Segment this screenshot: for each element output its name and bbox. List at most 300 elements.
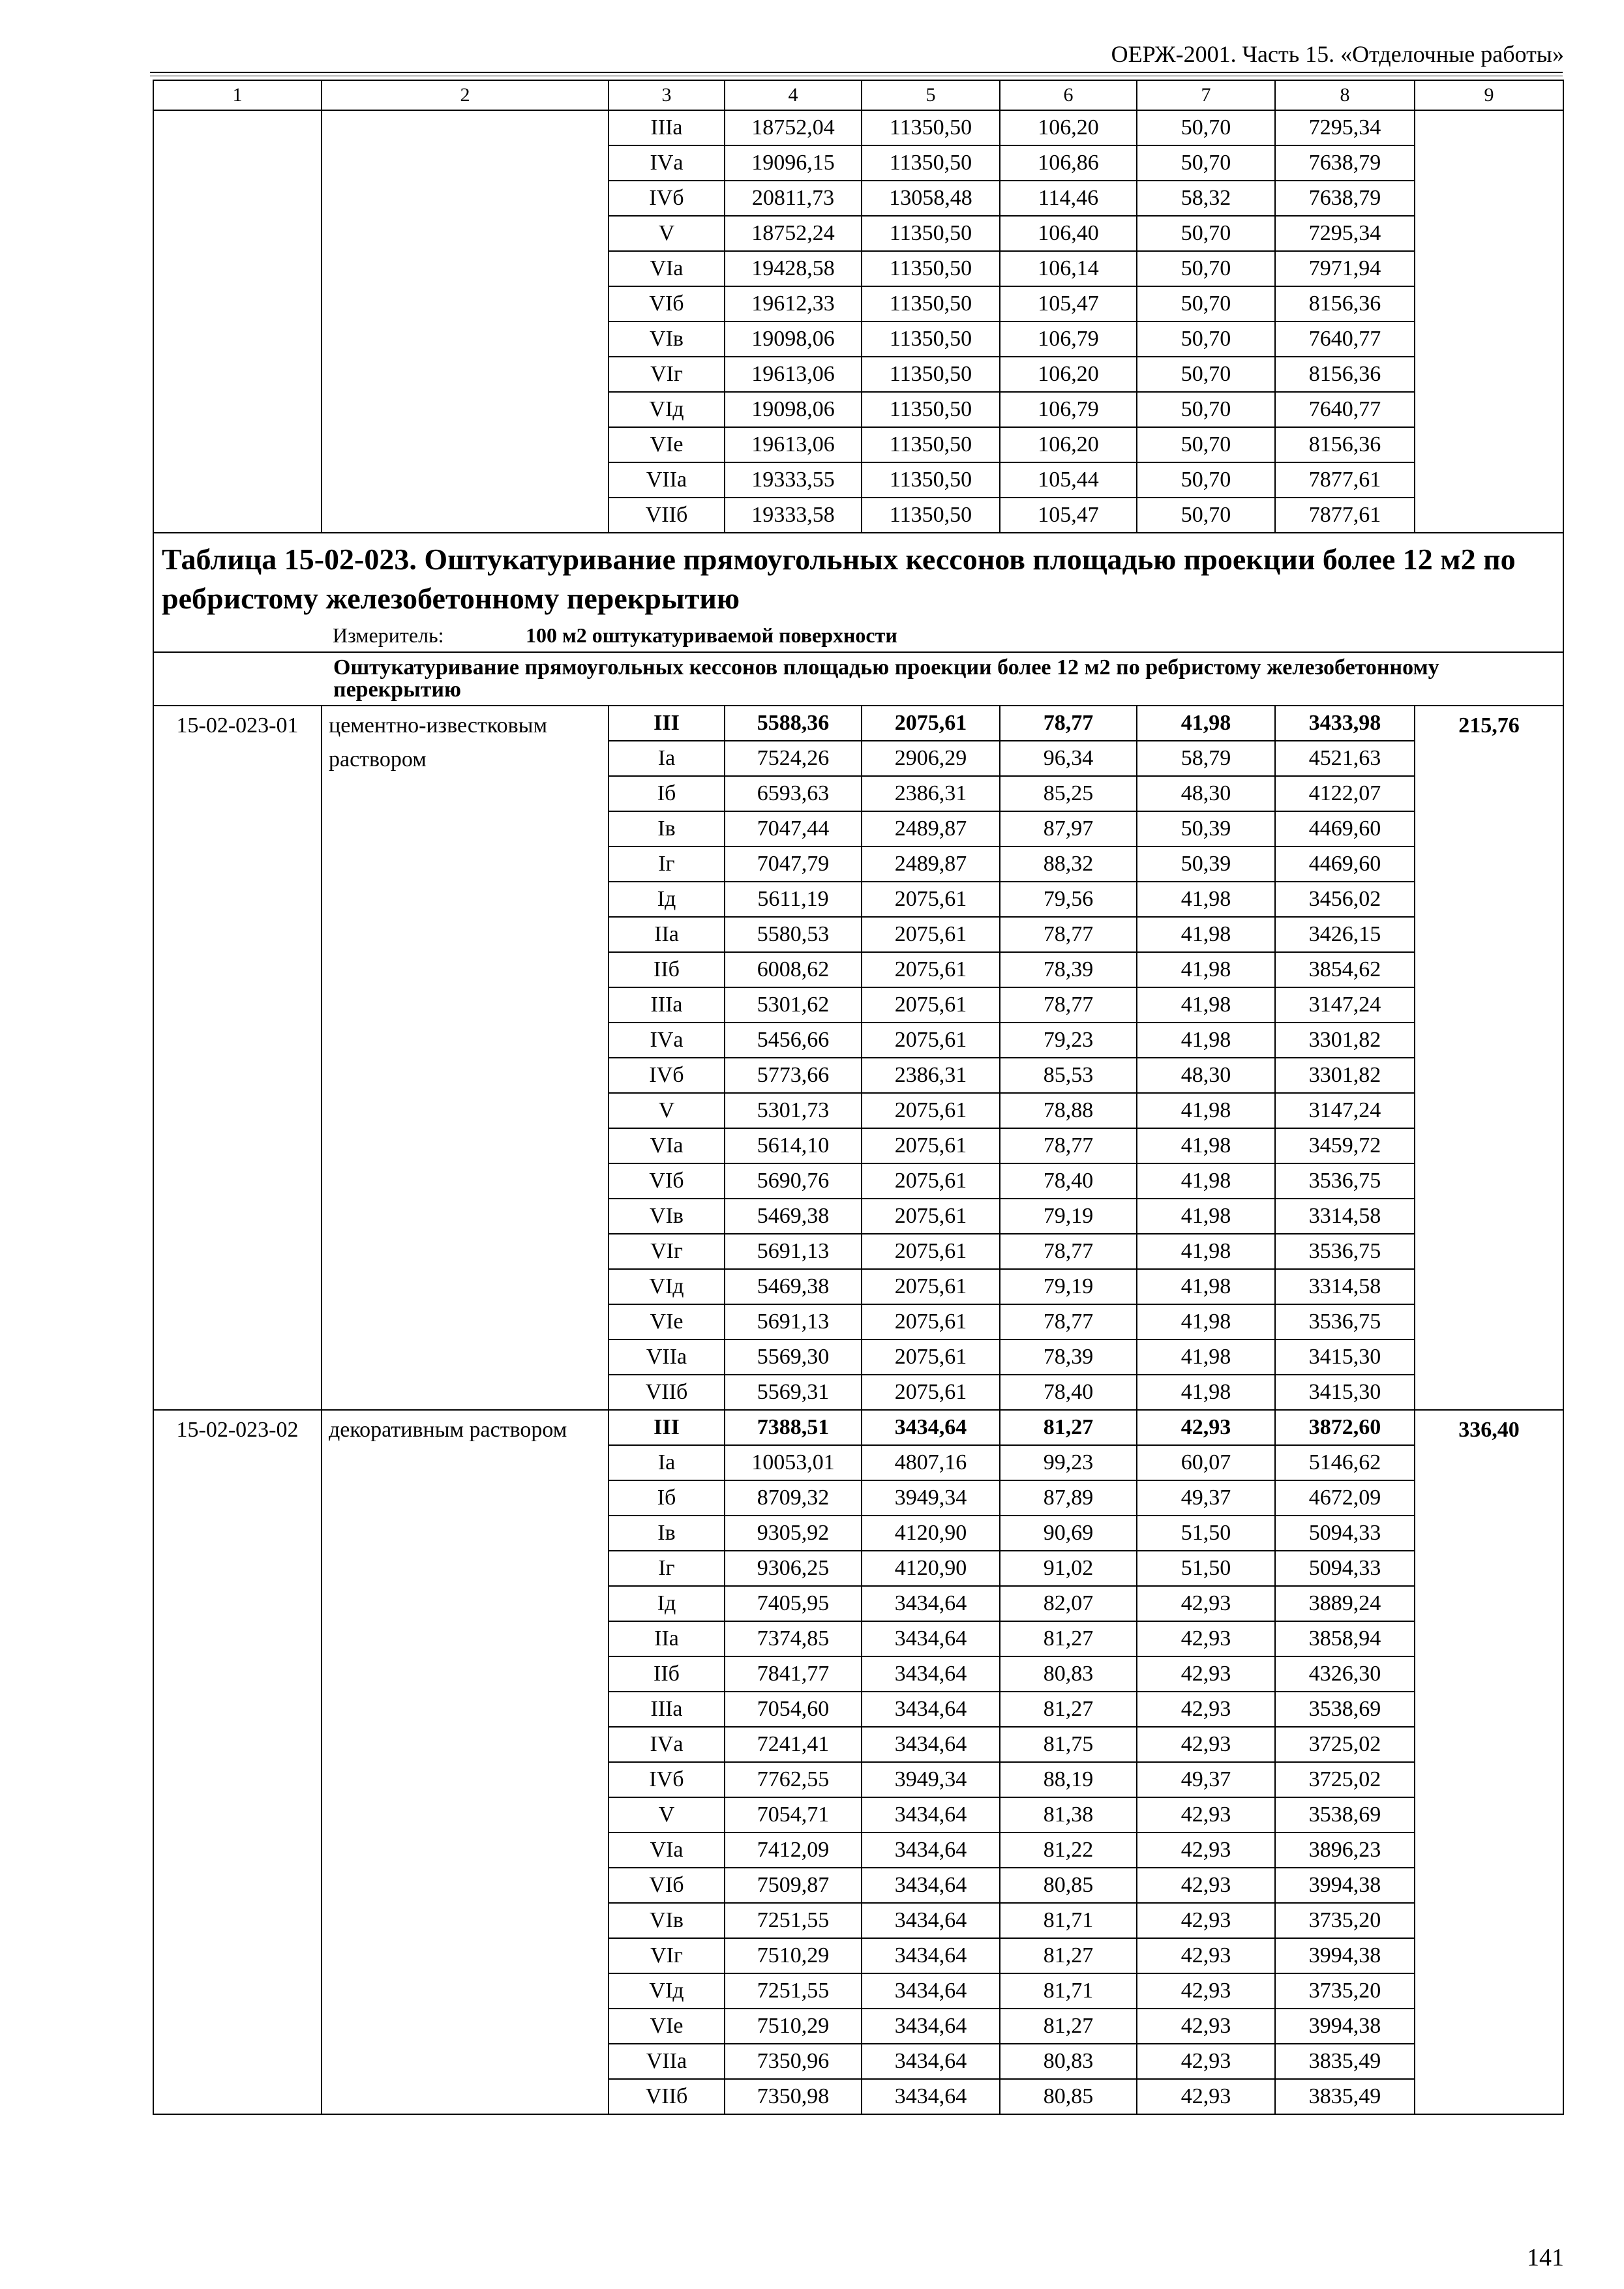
value-cell: 78,40 [1000,1163,1137,1199]
value-cell: 7640,77 [1275,322,1415,357]
value-cell: 5469,38 [725,1269,862,1304]
value-cell: 105,44 [1000,462,1137,498]
value-cell: 7054,60 [725,1692,862,1727]
value-cell: 50,70 [1137,145,1275,181]
value-cell: 5588,36 [725,706,862,741]
zone-cell: IIб [609,952,725,987]
value-cell: 11350,50 [862,357,1000,392]
value-cell: 7295,34 [1275,110,1415,145]
value-cell: 85,25 [1000,776,1137,811]
value-cell: 41,98 [1137,706,1275,741]
zone-cell: IIIа [609,987,725,1023]
value-cell: 7638,79 [1275,145,1415,181]
value-cell: 7877,61 [1275,498,1415,533]
table-row [153,1410,1563,1445]
value-cell: 2386,31 [862,1058,1000,1093]
value-cell: 11350,50 [862,462,1000,498]
value-cell: 8156,36 [1275,427,1415,462]
value-cell: 80,83 [1000,1656,1137,1692]
value-cell: 78,40 [1000,1375,1137,1410]
value-cell: 106,79 [1000,392,1137,427]
value-cell: 7524,26 [725,741,862,776]
value-cell: 4672,09 [1275,1480,1415,1516]
value-cell: 87,89 [1000,1480,1137,1516]
value-cell: 4122,07 [1275,776,1415,811]
price-table [153,80,1564,2115]
value-cell: 4469,60 [1275,811,1415,846]
zone-cell: VIе [609,2009,725,2044]
zone-cell: VIв [609,322,725,357]
value-cell: 13058,48 [862,181,1000,216]
column-number: 3 [609,80,725,110]
value-cell: 60,07 [1137,1445,1275,1480]
value-cell: 3456,02 [1275,882,1415,917]
value-cell: 7412,09 [725,1833,862,1868]
value-cell: 7510,29 [725,2009,862,2044]
value-cell: 106,14 [1000,251,1137,286]
zone-cell: IIIа [609,110,725,145]
zone-cell: Iг [609,846,725,882]
zone-cell: IIIа [609,1692,725,1727]
value-cell: 2075,61 [862,706,1000,741]
value-cell: 50,70 [1137,251,1275,286]
value-cell: 78,88 [1000,1093,1137,1128]
value-cell: 3872,60 [1275,1410,1415,1445]
value-cell: 3434,64 [862,1692,1000,1727]
value-cell: 2075,61 [862,882,1000,917]
value-cell: 8709,32 [725,1480,862,1516]
value-cell: 8156,36 [1275,286,1415,322]
value-cell: 3835,49 [1275,2044,1415,2079]
value-cell: 11350,50 [862,145,1000,181]
value-cell: 3854,62 [1275,952,1415,987]
zone-cell: VIIб [609,1375,725,1410]
value-cell: 91,02 [1000,1551,1137,1586]
value-cell: 2075,61 [862,987,1000,1023]
value-cell: 7047,79 [725,846,862,882]
value-cell: 3301,82 [1275,1023,1415,1058]
value-cell: 78,39 [1000,952,1137,987]
value-cell: 11350,50 [862,110,1000,145]
value-cell: 7047,44 [725,811,862,846]
rate-code: 15-02-023-01 [153,706,322,1410]
value-cell: 50,39 [1137,846,1275,882]
value-cell: 7640,77 [1275,392,1415,427]
value-cell: 4807,16 [862,1445,1000,1480]
zone-cell: VIIб [609,498,725,533]
value-cell: 7971,94 [1275,251,1415,286]
code-cell-empty [153,110,322,533]
value-cell: 58,32 [1137,181,1275,216]
value-cell: 5611,19 [725,882,862,917]
column-number: 5 [862,80,1000,110]
value-cell: 3415,30 [1275,1375,1415,1410]
zone-cell: VIIа [609,462,725,498]
value-cell: 2075,61 [862,1304,1000,1339]
value-cell: 81,27 [1000,1692,1137,1727]
zone-cell: Iв [609,1516,725,1551]
zone-cell: IVб [609,1762,725,1797]
value-cell: 7241,41 [725,1727,862,1762]
value-cell: 3735,20 [1275,1903,1415,1938]
value-cell: 79,19 [1000,1269,1137,1304]
value-cell: 50,70 [1137,357,1275,392]
value-cell: 50,39 [1137,811,1275,846]
value-cell: 42,93 [1137,1938,1275,1973]
value-cell: 11350,50 [862,286,1000,322]
value-cell: 2489,87 [862,846,1000,882]
zone-cell: IIб [609,1656,725,1692]
column-number: 8 [1275,80,1415,110]
value-cell: 81,27 [1000,1938,1137,1973]
zone-cell: V [609,1093,725,1128]
value-cell: 10053,01 [725,1445,862,1480]
zone-cell: VIд [609,1973,725,2009]
value-cell: 2075,61 [862,1128,1000,1163]
value-cell: 42,93 [1137,1797,1275,1833]
zone-cell: III [609,1410,725,1445]
measure-label: Измеритель: [333,623,444,647]
value-cell: 5691,13 [725,1304,862,1339]
zone-cell: Iб [609,1480,725,1516]
zone-cell: VIа [609,1833,725,1868]
value-cell: 3889,24 [1275,1586,1415,1621]
value-cell: 3994,38 [1275,1868,1415,1903]
value-cell: 5469,38 [725,1199,862,1234]
column-number: 6 [1000,80,1137,110]
value-cell: 11350,50 [862,392,1000,427]
table-title-cell [153,533,1563,652]
value-cell: 19333,55 [725,462,862,498]
value-cell: 78,77 [1000,1128,1137,1163]
value-cell: 7510,29 [725,1938,862,1973]
table-row [153,706,1563,741]
value-cell: 81,22 [1000,1833,1137,1868]
value-cell: 11350,50 [862,216,1000,251]
value-cell: 99,23 [1000,1445,1137,1480]
value-cell: 50,70 [1137,462,1275,498]
value-cell: 3994,38 [1275,2009,1415,2044]
value-cell: 3434,64 [862,1727,1000,1762]
table-body [153,80,1563,2114]
value-cell: 2075,61 [862,1269,1000,1304]
value-cell: 19428,58 [725,251,862,286]
zone-cell: VIг [609,1938,725,1973]
value-cell: 19098,06 [725,322,862,357]
value-cell: 2075,61 [862,1093,1000,1128]
value-cell: 7638,79 [1275,181,1415,216]
value-cell: 3536,75 [1275,1304,1415,1339]
value-cell: 3301,82 [1275,1058,1415,1093]
value-cell: 41,98 [1137,1375,1275,1410]
value-cell: 2075,61 [862,1023,1000,1058]
value-cell: 42,93 [1137,1727,1275,1762]
value-cell: 3415,30 [1275,1339,1415,1375]
value-cell: 7350,96 [725,2044,862,2079]
value-cell: 42,93 [1137,1692,1275,1727]
value-cell: 3434,64 [862,2079,1000,2114]
value-cell: 6008,62 [725,952,862,987]
value-cell: 3434,64 [862,1797,1000,1833]
zone-cell: IVб [609,1058,725,1093]
value-cell: 41,98 [1137,1023,1275,1058]
zone-cell: Iд [609,882,725,917]
value-cell: 81,27 [1000,1410,1137,1445]
zone-cell: VIг [609,1234,725,1269]
value-cell: 3434,64 [862,1973,1000,2009]
value-cell: 88,32 [1000,846,1137,882]
value-cell: 106,20 [1000,357,1137,392]
zone-cell: VIе [609,427,725,462]
zone-cell: Iа [609,741,725,776]
value-cell: 87,97 [1000,811,1137,846]
value-cell: 106,20 [1000,110,1137,145]
value-cell: 5456,66 [725,1023,862,1058]
value-cell: 2075,61 [862,1375,1000,1410]
value-cell: 3147,24 [1275,1093,1415,1128]
rate-total: 336,40 [1415,1410,1563,2114]
value-cell: 3536,75 [1275,1234,1415,1269]
value-cell: 2489,87 [862,811,1000,846]
value-cell: 18752,04 [725,110,862,145]
value-cell: 3835,49 [1275,2079,1415,2114]
value-cell: 58,79 [1137,741,1275,776]
zone-cell: VIв [609,1199,725,1234]
value-cell: 82,07 [1000,1586,1137,1621]
zone-cell: Iд [609,1586,725,1621]
value-cell: 11350,50 [862,427,1000,462]
value-cell: 7509,87 [725,1868,862,1903]
table-title-row [153,533,1563,652]
value-cell: 78,39 [1000,1339,1137,1375]
value-cell: 2075,61 [862,1199,1000,1234]
value-cell: 11350,50 [862,498,1000,533]
value-cell: 5569,30 [725,1339,862,1375]
value-cell: 41,98 [1137,952,1275,987]
value-cell: 7841,77 [725,1656,862,1692]
value-cell: 3433,98 [1275,706,1415,741]
value-cell: 7251,55 [725,1973,862,2009]
value-cell: 42,93 [1137,1833,1275,1868]
value-cell: 79,23 [1000,1023,1137,1058]
value-cell: 105,47 [1000,286,1137,322]
value-cell: 7388,51 [725,1410,862,1445]
measure-line [162,623,1554,651]
value-cell: 96,34 [1000,741,1137,776]
value-cell: 50,70 [1137,498,1275,533]
table-row [153,110,1563,145]
table-title: Таблица 15-02-023. Оштукатуривание прямоугольных кессонов площадью проекции более 12 м2 по ребристому железобетонному перекрытию [162,543,1516,615]
value-cell: 105,47 [1000,498,1137,533]
value-cell: 7054,71 [725,1797,862,1833]
zone-cell: IVа [609,1023,725,1058]
value-cell: 81,71 [1000,1973,1137,2009]
value-cell: 78,77 [1000,1234,1137,1269]
value-cell: 80,85 [1000,1868,1137,1903]
value-cell: 3314,58 [1275,1199,1415,1234]
value-cell: 51,50 [1137,1551,1275,1586]
zone-cell: IVа [609,145,725,181]
value-cell: 2075,61 [862,1234,1000,1269]
value-cell: 19613,06 [725,357,862,392]
value-cell: 79,56 [1000,882,1137,917]
value-cell: 2075,61 [862,1339,1000,1375]
subtitle-row [153,652,1563,706]
value-cell: 3949,34 [862,1762,1000,1797]
value-cell: 3538,69 [1275,1797,1415,1833]
value-cell: 81,38 [1000,1797,1137,1833]
value-cell: 9306,25 [725,1551,862,1586]
value-cell: 2075,61 [862,952,1000,987]
value-cell: 51,50 [1137,1516,1275,1551]
value-cell: 5773,66 [725,1058,862,1093]
zone-cell: III [609,706,725,741]
value-cell: 42,93 [1137,1410,1275,1445]
value-cell: 3949,34 [862,1480,1000,1516]
value-cell: 3858,94 [1275,1621,1415,1656]
value-cell: 42,93 [1137,2009,1275,2044]
column-number: 7 [1137,80,1275,110]
value-cell: 8156,36 [1275,357,1415,392]
value-cell: 41,98 [1137,1128,1275,1163]
zone-cell: VIе [609,1304,725,1339]
value-cell: 41,98 [1137,882,1275,917]
value-cell: 5690,76 [725,1163,862,1199]
zone-cell: IVб [609,181,725,216]
column-number: 4 [725,80,862,110]
value-cell: 81,71 [1000,1903,1137,1938]
value-cell: 5301,73 [725,1093,862,1128]
value-cell: 106,20 [1000,427,1137,462]
value-cell: 81,27 [1000,1621,1137,1656]
value-cell: 48,30 [1137,1058,1275,1093]
zone-cell: VIа [609,251,725,286]
zone-cell: VIIб [609,2079,725,2114]
value-cell: 18752,24 [725,216,862,251]
value-cell: 42,93 [1137,2079,1275,2114]
page-number: 141 [1527,2244,1564,2271]
value-cell: 19098,06 [725,392,862,427]
value-cell: 42,93 [1137,1973,1275,2009]
value-cell: 3725,02 [1275,1762,1415,1797]
rate-name: декоративным раствором [322,1410,609,2114]
zone-cell: IVа [609,1727,725,1762]
value-cell: 3434,64 [862,1868,1000,1903]
value-cell: 9305,92 [725,1516,862,1551]
table-subtitle: Оштукатуривание прямоугольных кессонов площадью проекции более 12 м2 по ребристому железобетонному перекрытию [153,652,1563,706]
header-rule [150,72,1563,73]
value-cell: 106,86 [1000,145,1137,181]
value-cell: 4120,90 [862,1516,1000,1551]
value-cell: 80,85 [1000,2079,1137,2114]
value-cell: 41,98 [1137,1093,1275,1128]
value-cell: 41,98 [1137,917,1275,952]
zone-cell: V [609,1797,725,1833]
value-cell: 11350,50 [862,251,1000,286]
value-cell: 5094,33 [1275,1551,1415,1586]
value-cell: 19096,15 [725,145,862,181]
value-cell: 114,46 [1000,181,1137,216]
zone-cell: VIIа [609,1339,725,1375]
zone-cell: IIа [609,1621,725,1656]
value-cell: 3426,15 [1275,917,1415,952]
zone-cell: Iб [609,776,725,811]
value-cell: 7762,55 [725,1762,862,1797]
value-cell: 3434,64 [862,1621,1000,1656]
value-cell: 7295,34 [1275,216,1415,251]
value-cell: 50,70 [1137,286,1275,322]
value-cell: 4120,90 [862,1551,1000,1586]
rate-code: 15-02-023-02 [153,1410,322,2114]
value-cell: 41,98 [1137,1304,1275,1339]
value-cell: 50,70 [1137,110,1275,145]
value-cell: 3434,64 [862,1410,1000,1445]
column-number-row [153,80,1563,110]
value-cell: 5569,31 [725,1375,862,1410]
value-cell: 41,98 [1137,1234,1275,1269]
value-cell: 11350,50 [862,322,1000,357]
value-cell: 5580,53 [725,917,862,952]
rate-total: 215,76 [1415,706,1563,1410]
value-cell: 2906,29 [862,741,1000,776]
value-cell: 6593,63 [725,776,862,811]
value-cell: 3994,38 [1275,1938,1415,1973]
value-cell: 3459,72 [1275,1128,1415,1163]
value-cell: 3434,64 [862,1903,1000,1938]
zone-cell: VIб [609,1868,725,1903]
value-cell: 3725,02 [1275,1727,1415,1762]
value-cell: 7374,85 [725,1621,862,1656]
value-cell: 78,77 [1000,1304,1137,1339]
value-cell: 3434,64 [862,1656,1000,1692]
value-cell: 4521,63 [1275,741,1415,776]
value-cell: 19613,06 [725,427,862,462]
value-cell: 3735,20 [1275,1973,1415,2009]
value-cell: 5146,62 [1275,1445,1415,1480]
value-cell: 41,98 [1137,1199,1275,1234]
value-cell: 4469,60 [1275,846,1415,882]
value-cell: 41,98 [1137,1163,1275,1199]
value-cell: 106,40 [1000,216,1137,251]
zone-cell: VIд [609,392,725,427]
value-cell: 3896,23 [1275,1833,1415,1868]
value-cell: 49,37 [1137,1762,1275,1797]
value-cell: 3434,64 [862,1833,1000,1868]
zone-cell: VIв [609,1903,725,1938]
value-cell: 5301,62 [725,987,862,1023]
value-cell: 5614,10 [725,1128,862,1163]
value-cell: 3538,69 [1275,1692,1415,1727]
value-cell: 42,93 [1137,1621,1275,1656]
value-cell: 50,70 [1137,427,1275,462]
zone-cell: VIб [609,1163,725,1199]
value-cell: 3147,24 [1275,987,1415,1023]
zone-cell: V [609,216,725,251]
zone-cell: VIа [609,1128,725,1163]
value-cell: 19612,33 [725,286,862,322]
value-cell: 4326,30 [1275,1656,1415,1692]
value-cell: 7877,61 [1275,462,1415,498]
value-cell: 42,93 [1137,2044,1275,2079]
value-cell: 3434,64 [862,1586,1000,1621]
value-cell: 42,93 [1137,1586,1275,1621]
value-cell: 2075,61 [862,917,1000,952]
value-cell: 78,77 [1000,706,1137,741]
value-cell: 7350,98 [725,2079,862,2114]
value-cell: 7251,55 [725,1903,862,1938]
page-header: ОЕРЖ-2001. Часть 15. «Отделочные работы» [1111,41,1564,67]
value-cell: 78,77 [1000,917,1137,952]
